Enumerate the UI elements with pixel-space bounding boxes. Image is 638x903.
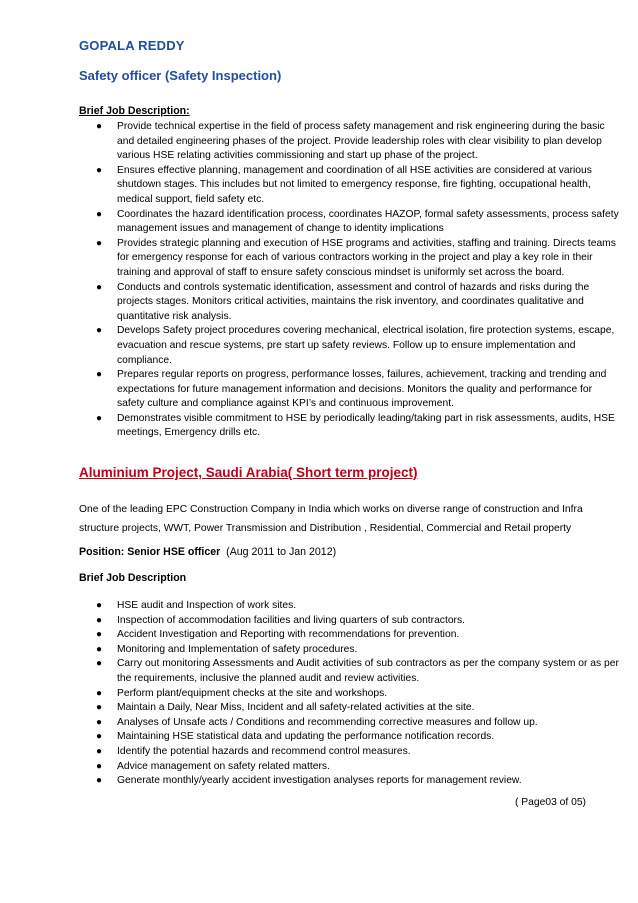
bullet-icon: ●	[96, 702, 103, 714]
page-number: ( Page03 of 05)	[515, 797, 586, 808]
list-item: ● Conducts and controls systematic identification, assessment and control of hazards and risks during the projects stages. Monitors critical activities, maintains the risk inventory, and coordinates qualitative and quantitative risk analysis.	[96, 281, 590, 322]
list-item: ● Develops Safety project procedures covering mechanical, electrical isolation, fire protection systems, escape, evacuation and rescue systems, pre start up safety reviews. Follow up to ensure implementation and compliance.	[96, 325, 615, 366]
list-item: ● Generate monthly/yearly accident investigation analyses reports for management review.	[79, 774, 619, 789]
list-item: ● Demonstrates visible commitment to HSE by periodically leading/taking part in risk assessments, audits, HSE meetings, Emergency drills etc.	[96, 412, 615, 439]
bullet-icon: ●	[96, 629, 103, 641]
list-item: ● Analyses of Unsafe acts / Conditions and recommending corrective measures and follow up.	[79, 716, 619, 731]
project-description: One of the leading EPC Construction Company in India which works on diverse range of construction and Infra structure projects, WWT, Power Transmission and Distribution , Residential, Commercial and Retail property	[79, 504, 583, 534]
bullet-icon: ●	[96, 600, 103, 611]
position-line	[79, 546, 336, 558]
list-item: ● Identify the potential hazards and recommend control measures.	[79, 745, 619, 760]
list-item: ● Provides strategic planning and execution of HSE programs and activities, staffing and training. Directs teams for emergency response for each of various contractors working in the project and play a key role in their training and approval of staff to ensure safety conscious mindset is uniformly set across the board.	[96, 237, 616, 278]
bullet-icon: ●	[96, 121, 103, 132]
list-item: ● Provide technical expertise in the field of process safety management and risk engineering during the basic and detailed engineering phases of the project. Provide leadership roles with clear visibility to plan develop various HSE relating activities commissioning and start up phase of the project.	[96, 121, 605, 162]
list-item: ● Monitoring and Implementation of safety procedures.	[79, 643, 619, 658]
list-item: ● Coordinates the hazard identification process, coordinates HAZOP, formal safety assessments, process safety management issues and management of change to identity implications	[96, 208, 619, 235]
bullet-icon: ●	[96, 614, 103, 626]
position-label: Position: Senior HSE officer	[79, 546, 221, 558]
list-item: ● Prepares regular reports on progress, performance losses, failures, achievement, tracking and trending and expectations for future management information and decisions. Monitors the quality and performance for safety culture and compliance against KPI’s and continuous improvement.	[96, 369, 607, 410]
project-duties-list	[79, 599, 619, 789]
job-role-title: Safety officer (Safety Inspection)	[79, 68, 282, 83]
project-title: Aluminium Project, Saudi Arabia( Short term project)	[79, 465, 418, 480]
bullet-icon: ●	[96, 760, 103, 772]
bullet-icon: ●	[96, 716, 103, 728]
bullet-icon: ●	[96, 412, 103, 424]
bullet-icon: ●	[96, 658, 103, 670]
position-dates: (Aug 2011 to Jan 2012)	[226, 546, 337, 558]
list-item: ● HSE audit and Inspection of work sites.	[79, 599, 619, 614]
list-item: ● Perform plant/equipment checks at the site and workshops.	[79, 687, 619, 702]
bullet-icon: ●	[96, 208, 103, 220]
bullet-icon: ●	[96, 325, 103, 337]
bullet-icon: ●	[96, 369, 103, 381]
bullet-icon: ●	[96, 745, 103, 757]
list-item: ● Carry out monitoring Assessments and Audit activities of sub contractors as per the company system or as per the requirements, inclusive the planned audit and review activities.	[96, 658, 619, 684]
list-item: ● Maintain a Daily, Near Miss, Incident and all safety-related activities at the site.	[79, 701, 619, 716]
brief-job-description-label-2: Brief Job Description	[79, 572, 187, 584]
list-item: ● Ensures effective planning, management and coordination of all HSE activities are considered at various shutdown stages. This includes but not limited to emergency response, fire fighting, occupational health, medical support, field safety etc.	[96, 164, 592, 205]
job-description-list	[79, 120, 619, 441]
bullet-icon: ●	[96, 164, 103, 176]
bullet-icon: ●	[96, 775, 103, 787]
list-item: ● Maintaining HSE statistical data and updating the performance notification records.	[79, 730, 619, 745]
list-item: ● Accident Investigation and Reporting with recommendations for prevention.	[79, 628, 619, 643]
bullet-icon: ●	[96, 731, 103, 743]
list-item: ● Inspection of accommodation facilities and living quarters of sub contractors.	[79, 614, 619, 629]
brief-job-description-label: Brief Job Description:	[79, 105, 190, 117]
bullet-icon: ●	[96, 281, 103, 293]
list-item: ● Advice management on safety related matters.	[79, 760, 619, 775]
bullet-icon: ●	[96, 687, 103, 699]
candidate-name: GOPALA REDDY	[79, 38, 185, 53]
bullet-icon: ●	[96, 643, 103, 655]
bullet-icon: ●	[96, 237, 103, 249]
